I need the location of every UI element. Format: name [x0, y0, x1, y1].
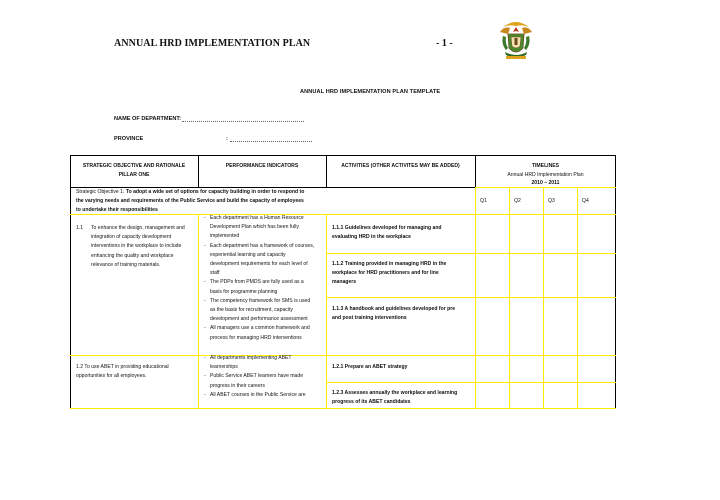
objective-1-1-text: [91, 224, 197, 270]
grid-q-3: [577, 187, 578, 409]
grid-q-2: [543, 187, 544, 409]
indicator-item: - The PDPs from PMDS are fully used as a basis for programme planning: [204, 278, 326, 296]
strategic-objective-line3: to undertake their responsibilities: [76, 207, 158, 213]
indicator-line: basis for programme planning: [210, 288, 278, 295]
header-activities: ACTIVITIES (OTHER ACTIVITES MAY BE ADDED): [341, 163, 460, 169]
indicator-line: All ABET courses in the Public Service are: [210, 391, 306, 398]
table-top-border: [70, 155, 616, 156]
grid-row-a2: [326, 297, 616, 298]
objective-line: relevance of training materials.: [91, 261, 161, 268]
header-timelines: [477, 162, 614, 188]
strategic-objective-line2: the varying needs and requirements of the Public Service and build the capacity of employees: [76, 198, 304, 204]
strategic-objective-prefix: Strategic Objective 1:: [76, 189, 125, 195]
activity-line: 1.1.3 A handbook and guidelines developed for pre: [332, 306, 456, 312]
province-label: PROVINCE: [114, 136, 144, 142]
table-left-border: [70, 155, 71, 409]
indicator-line: progress in their careers: [210, 382, 265, 389]
province-colon: :: [226, 136, 228, 142]
indicator-line: Public Service ABET learners have made: [210, 373, 304, 380]
indicator-line: Each department has a framework of courses,: [210, 242, 315, 249]
grid-row-a1: [326, 253, 616, 254]
activity-line: 1.1.1 Guidelines developed for managing and: [332, 225, 442, 231]
activity-line: 1.1.2 Training provided in managing HRD in the: [332, 261, 447, 267]
activity-line: workplace for HRD practitioners and for line: [332, 270, 439, 277]
table-right-border: [615, 155, 616, 409]
header-strategic-objective: STRATEGIC OBJECTIVE AND RATIONALE PILLAR ONE: [82, 163, 186, 179]
indicator-line: implemented: [210, 233, 240, 240]
table-bottom-border: [70, 408, 616, 409]
activity-1-1-2: [332, 260, 474, 288]
objective-line: 1.2 To use ABET in providing educational: [76, 364, 169, 370]
indicator-line: The competency framework for SMS is used: [210, 297, 311, 304]
indicator-item: - Each department has a Human Resource Development Plan which has been fully implemented: [204, 214, 326, 242]
department-label: NAME OF DEPARTMENT:: [114, 116, 182, 122]
indicator-line: All departments implementing ABET: [210, 355, 292, 361]
document-title: ANNUAL HRD IMPLEMENTATION PLAN: [114, 38, 311, 49]
indicator-line: development and performance assessment: [210, 316, 308, 323]
indicator-line: Development Plan which has been fully: [210, 224, 299, 231]
activity-line: progress of its ABET candidates: [332, 399, 411, 406]
grid-col-3: [475, 187, 476, 409]
objective-line: opportunities for all employees.: [76, 373, 147, 380]
objective-line: interventions in the workplace to include: [91, 243, 182, 250]
coat-of-arms-icon: [496, 18, 536, 62]
indicator-line: Each department has a Human Resource: [210, 215, 304, 221]
indicator-item: - Each department has a framework of courses, experiential learning and capacity development requirements for each level of staff: [204, 242, 326, 279]
activity-line: 1.2.1 Prepare an ABET strategy: [332, 364, 408, 370]
province-field: [114, 136, 143, 142]
indicator-item: - Public Service ABET learners have made progress in their careers: [204, 372, 326, 390]
indicator-item: - The competency framework for SMS is used as the basis for recruitment, capacity development and performance assessment: [204, 297, 326, 325]
indicators-1-2: [204, 354, 326, 400]
grid-row-2: [70, 355, 616, 356]
objective-1-2-text: [76, 363, 196, 381]
quarter-q3: Q3: [548, 198, 555, 204]
objective-line: enhancing the quality and workplace: [91, 252, 174, 259]
province-blank-line: [230, 141, 312, 142]
activity-line: evaluating HRD in the workplace: [332, 234, 411, 241]
indicator-line: process for managing HRD interventions: [210, 334, 302, 341]
indicator-item: - All departments implementing ABET learnerships: [204, 354, 326, 372]
activity-1-1-3: [332, 305, 474, 323]
timelines-subtitle: Annual HRD Implementation Plan: [507, 171, 584, 178]
objective-1-1-number: 1.1: [76, 225, 84, 231]
template-title: ANNUAL HRD IMPLEMENTATION PLAN TEMPLATE: [300, 89, 441, 95]
quarter-q4: Q4: [582, 198, 589, 204]
activity-line: managers: [332, 279, 357, 286]
indicator-line: learnerships: [210, 364, 238, 371]
activity-line: 1.2.3 Assesses annually the workplace and learning: [332, 390, 458, 396]
strategic-objective-line1: To adopt a wide set of options for capacity building in order to respond to: [125, 189, 305, 195]
page-number: - 1 -: [436, 38, 453, 49]
indicator-item: - All ABET courses in the Public Service are: [204, 391, 326, 400]
indicator-line: The PDPs from PMDS are fully used as a: [210, 279, 304, 286]
indicator-item: - All managers use a common framework and process for managing HRD interventions: [204, 324, 326, 342]
header-divider-3: [475, 155, 476, 188]
timelines-period: 2010 – 2011: [531, 180, 560, 187]
grid-col-1: [198, 214, 199, 409]
department-field: [114, 116, 181, 122]
indicator-line: staff: [210, 270, 220, 277]
indicator-line: All managers use a common framework and: [210, 325, 310, 332]
objective-line: To enhance the design, management and: [91, 225, 185, 231]
department-blank-line: [182, 121, 304, 122]
activity-1-1-1: [332, 224, 474, 242]
activity-1-2-3: [332, 389, 474, 407]
header-divider-1: [198, 155, 199, 188]
header-divider-2: [326, 155, 327, 188]
quarter-q2: Q2: [514, 198, 521, 204]
header-performance-indicators: PERFORMANCE INDICATORS: [225, 163, 299, 169]
indicators-1-1: [204, 214, 326, 343]
grid-q-1: [509, 187, 510, 409]
timelines-title: TIMELINES: [531, 163, 560, 169]
indicator-line: as the basis for recruitment, capacity: [210, 307, 293, 314]
objective-line: integration of capacity development: [91, 234, 172, 241]
indicator-line: experiential learning and capacity: [210, 251, 286, 258]
indicator-line: development requirements for each level of: [210, 261, 308, 268]
grid-col-2: [326, 214, 327, 409]
grid-row-b1: [326, 382, 616, 383]
activity-1-2-1: [332, 363, 474, 372]
strategic-objective-text: [76, 188, 476, 215]
activity-line: and post training interventions: [332, 315, 407, 322]
quarter-q1: Q1: [480, 198, 487, 204]
